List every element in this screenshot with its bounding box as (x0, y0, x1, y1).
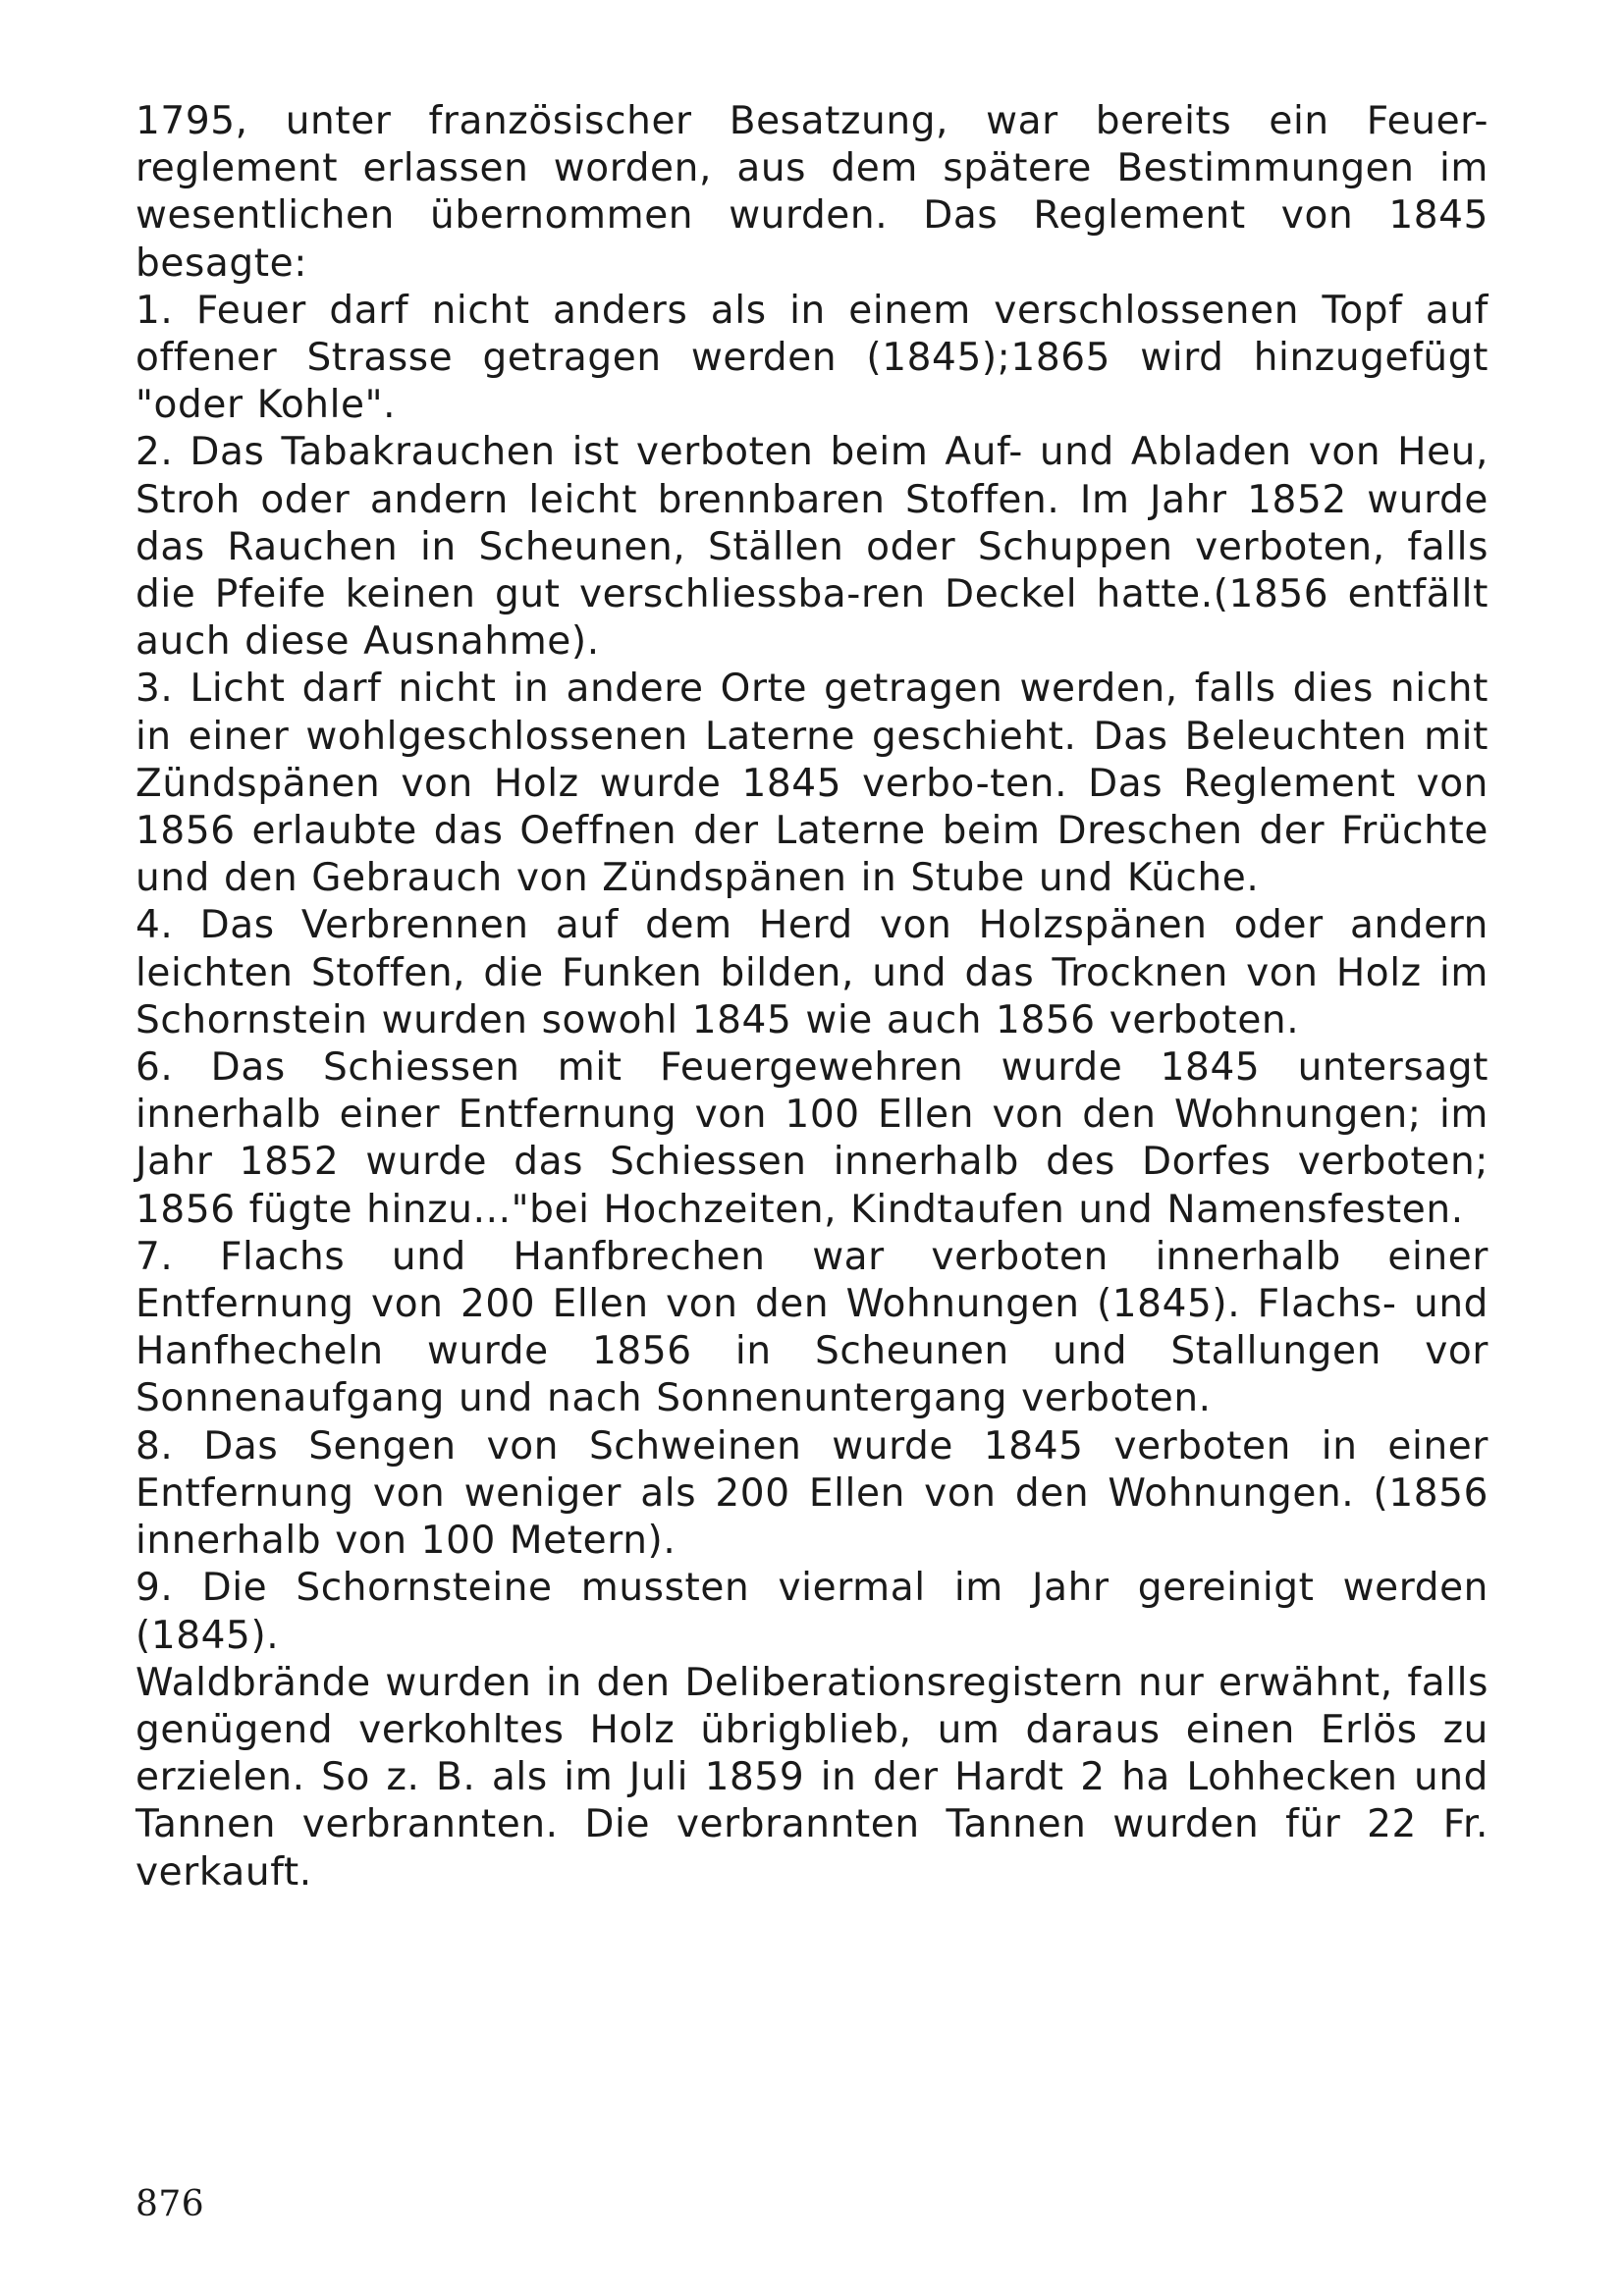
paragraph-rule-2: 2. Das Tabakrauchen ist verboten beim Auf- und Abladen von Heu, Stroh oder andern leicht brennbaren Stoffen. Im Jahr 1852 wurde das Rauchen in Scheunen, Ställen oder Schuppen verboten, falls die Pfeife keinen gut verschliessba-ren Deckel hatte.(1856 entfällt auch diese Ausnahme). (135, 430, 1489, 665)
page-body (135, 98, 1489, 1896)
paragraph-rule-4: 4. Das Verbrennen auf dem Herd von Holzspänen oder andern leichten Stoffen, die Funken bilden, und das Trocknen von Holz im Schornstein wurden sowohl 1845 wie auch 1856 verboten. (135, 903, 1489, 1042)
paragraph-intro: 1795, unter französischer Besatzung, war bereits ein Feuer-reglement erlassen worden, aus dem spätere Bestimmungen im wesentlichen übernommen wurden. Das Reglement von 1845 besagte: (135, 99, 1489, 286)
paragraph-rule-6: 6. Das Schiessen mit Feuergewehren wurde 1845 untersagt innerhalb einer Entfernung von 100 Ellen von den Wohnungen; im Jahr 1852 wurde das Schiessen innerhalb des Dorfes verboten; 1856 fügte hinzu..."bei Hochzeiten, Kindtaufen und Namensfesten. (135, 1045, 1489, 1232)
paragraph-forest-fires: Waldbrände wurden in den Deliberationsregistern nur erwähnt, falls genügend verkohltes Holz übrigblieb, um daraus einen Erlös zu erzielen. So z. B. als im Juli 1859 in der Hardt 2 ha Lohhecken und Tannen verbrannten. Die verbrannten Tannen wurden für 22 Fr. verkauft. (135, 1660, 1489, 1895)
paragraph-rule-7: 7. Flachs und Hanfbrechen war verboten innerhalb einer Entfernung von 200 Ellen von den Wohnungen (1845). Flachs- und Hanfhecheln wurde 1856 in Scheunen und Stallungen vor Sonnenaufgang und nach Sonnenuntergang verboten. (135, 1234, 1489, 1421)
paragraph-rule-8: 8. Das Sengen von Schweinen wurde 1845 verboten in einer Entfernung von weniger als 200 Ellen von den Wohnungen. (1856 innerhalb von 100 Metern). (135, 1423, 1489, 1564)
paragraph-rule-3: 3. Licht darf nicht in andere Orte getragen werden, falls dies nicht in einer wohlgeschlossenen Laterne geschieht. Das Beleuchten mit Zündspänen von Holz wurde 1845 verbo-ten. Das Reglement von 1856 erlaubte das Oeffnen der Laterne beim Dreschen der Früchte und den Gebrauch von Zündspänen in Stube und Küche. (135, 667, 1489, 901)
paragraph-rule-1: 1. Feuer darf nicht anders als in einem verschlossenen Topf auf offener Strasse getragen werden (1845);1865 wird hinzugefügt "oder Kohle". (135, 288, 1489, 428)
page-number: 876 (135, 2184, 205, 2224)
paragraph-rule-9: 9. Die Schornsteine mussten viermal im Jahr gereinigt werden (1845). (135, 1566, 1489, 1658)
